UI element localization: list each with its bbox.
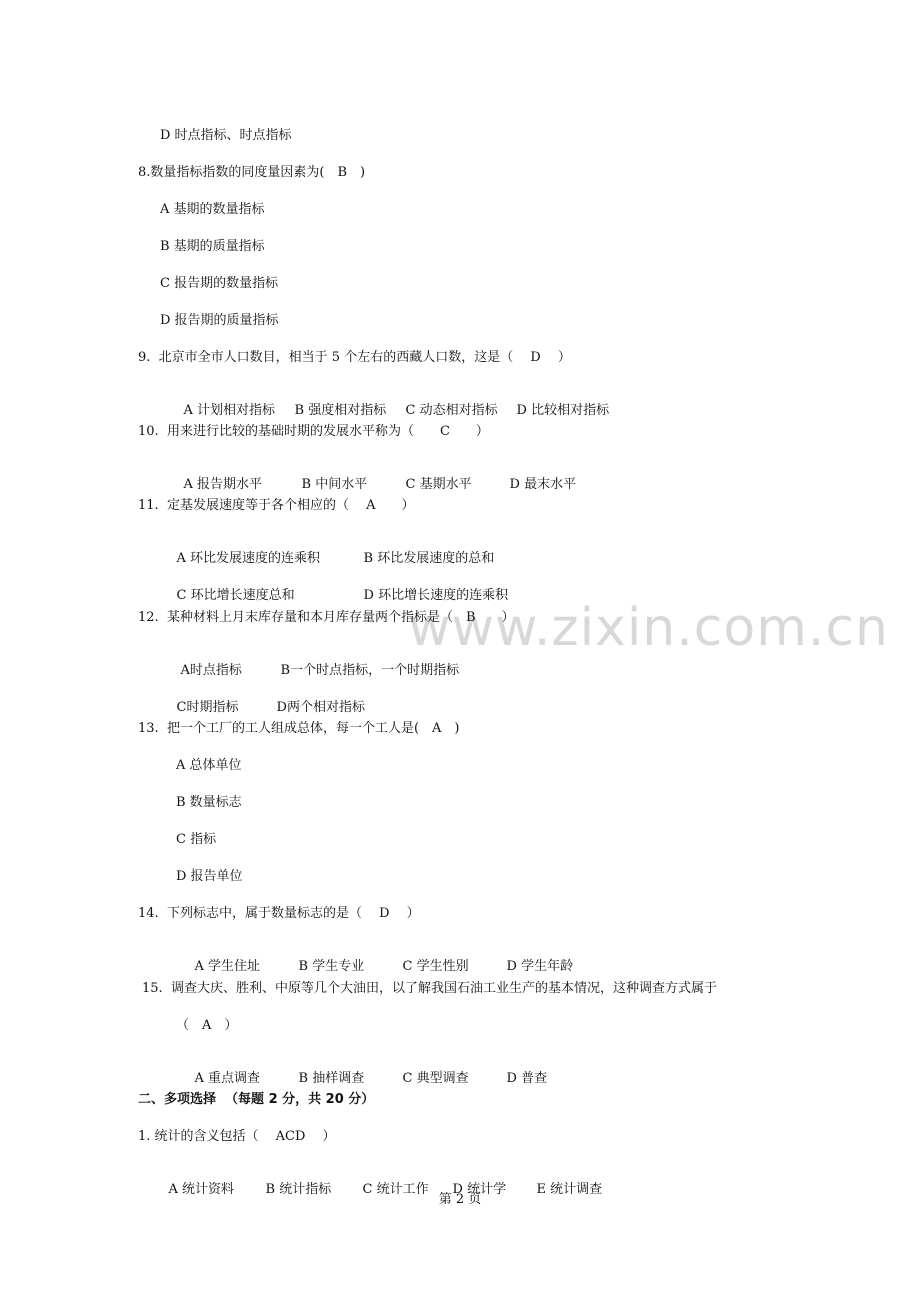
question-10-stem: 10. 用来进行比较的基础时期的发展水平称为（ C ） xyxy=(138,424,489,439)
question-13-option-b: B 数量标志 xyxy=(176,795,242,810)
question-8-option-b: B 基期的质量指标 xyxy=(160,239,265,254)
question-14-option-a: A 学生住址 xyxy=(194,959,261,974)
question-15-option-d: D 普查 xyxy=(506,1071,548,1086)
question-12-option-c: C时期指标 xyxy=(176,700,239,715)
question-9-stem: 9. 北京市全市人口数目，相当于 5 个左右的西藏人口数，这是（ D ） xyxy=(138,350,571,365)
multi-question-1-option-b: B 统计指标 xyxy=(265,1182,332,1197)
question-11-option-b: B 环比发展速度的总和 xyxy=(363,551,495,566)
question-11-option-d: D 环比增长速度的连乘积 xyxy=(363,588,509,603)
question-9-option-d: D 比较相对指标 xyxy=(516,403,610,418)
question-8-option-c: C 报告期的数量指标 xyxy=(160,276,279,291)
question-15-option-c: C 典型调查 xyxy=(402,1071,469,1086)
question-14-option-c: C 学生性别 xyxy=(402,959,469,974)
question-13-option-c: C 指标 xyxy=(176,832,217,847)
question-10-option-a: A 报告期水平 xyxy=(183,477,263,492)
question-15-option-b: B 抽样调查 xyxy=(298,1071,365,1086)
multi-question-1-option-a: A 统计资料 xyxy=(168,1182,235,1197)
question-12-option-a: A时点指标 xyxy=(180,663,242,678)
question-14-option-b: B 学生专业 xyxy=(298,959,365,974)
question-13-option-d: D 报告单位 xyxy=(176,869,243,884)
question-12-option-d: D两个相对指标 xyxy=(276,700,365,715)
question-8-option-d: D 报告期的质量指标 xyxy=(160,313,279,328)
question-9-option-b: B 强度相对指标 xyxy=(294,403,387,418)
question-14-stem: 14. 下列标志中，属于数量标志的是（ D ） xyxy=(138,906,420,921)
section-2-title: 二、多项选择 （每题 2 分，共 20 分） xyxy=(138,1092,375,1107)
page-number: 第 2 页 xyxy=(438,1192,482,1207)
question-12-stem: 12. 某种材料上月末库存量和本月库存量两个指标是（ B ） xyxy=(138,610,515,625)
question-15-stem: 15. 调查大庆、胜利、中原等几个大油田，以了解我国石油工业生产的基本情况，这种调查方式属于 xyxy=(142,981,717,996)
question-12-option-b: B一个时点指标，一个时期指标 xyxy=(280,663,460,678)
multi-question-1-stem: 1. 统计的含义包括（ ACD ） xyxy=(138,1129,336,1144)
question-11-option-c: C 环比增长速度总和 xyxy=(176,588,295,603)
multi-question-1-option-d: D 统计学 xyxy=(452,1182,507,1197)
multi-question-1-option-c: C 统计工作 xyxy=(362,1182,429,1197)
watermark: www.zixin.com.cn xyxy=(408,598,889,658)
question-8-option-a: A 基期的数量指标 xyxy=(160,202,265,217)
question-15-stem-continued: （ A ） xyxy=(176,1018,238,1033)
question-9-option-c: C 动态相对指标 xyxy=(405,403,498,418)
question-10-option-b: B 中间水平 xyxy=(301,477,368,492)
question-13-option-a: A 总体单位 xyxy=(176,758,242,773)
question-11-stem: 11. 定基发展速度等于各个相应的（ A ） xyxy=(138,498,415,513)
multi-question-1-option-e: E 统计调查 xyxy=(536,1182,603,1197)
question-10-option-c: C 基期水平 xyxy=(405,477,472,492)
question-11-option-a: A 环比发展速度的连乘积 xyxy=(176,551,321,566)
option-text: D 时点指标、时点指标 xyxy=(160,128,292,143)
question-14-option-d: D 学生年龄 xyxy=(506,959,574,974)
question-10-option-d: D 最末水平 xyxy=(509,477,577,492)
question-13-stem: 13. 把一个工厂的工人组成总体，每一个工人是( A ) xyxy=(138,721,460,736)
question-15-option-a: A 重点调查 xyxy=(194,1071,261,1086)
question-8-stem: 8.数量指标指数的同度量因素为( B ) xyxy=(138,165,366,180)
question-9-option-a: A 计划相对指标 xyxy=(183,403,276,418)
